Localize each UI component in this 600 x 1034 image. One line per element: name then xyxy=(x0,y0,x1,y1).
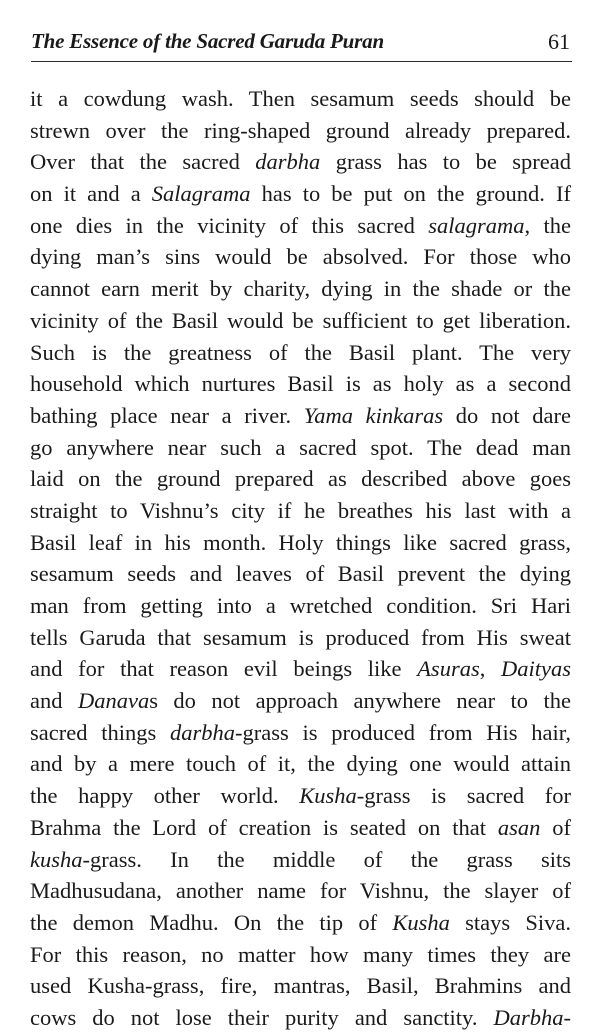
page-header xyxy=(31,27,572,62)
text-line xyxy=(30,400,571,432)
text-line xyxy=(30,241,571,273)
text-line xyxy=(30,970,571,1002)
text-run: go anywhere near such a sacred spot. The dead man xyxy=(30,434,571,460)
text-run: cannot earn merit by charity, dying in the shade or the xyxy=(30,276,571,302)
text-run: the demon Madhu. On the tip of xyxy=(30,909,393,935)
text-run: on it and a xyxy=(30,181,152,207)
italic-term: Danava xyxy=(77,688,150,714)
italic-term: Daityas xyxy=(501,656,572,682)
italic-term: Yama kinkaras xyxy=(303,402,444,428)
text-run: and by a mere touch of it, the dying one would attain xyxy=(30,751,571,777)
text-run: grass has to be spread xyxy=(320,149,571,175)
text-line xyxy=(30,495,571,527)
text-line xyxy=(30,844,571,876)
text-run: household which nurtures Basil is as holy as a second xyxy=(30,371,571,397)
text-line xyxy=(30,527,571,559)
text-run: -grass is produced from His hair, xyxy=(235,719,571,745)
italic-term: Asuras xyxy=(417,656,480,682)
italic-term: Kusha xyxy=(299,783,357,809)
text-line xyxy=(30,558,571,590)
text-run: -grass is sacred for xyxy=(356,783,571,809)
text-line xyxy=(30,907,571,939)
italic-term: Darbha- xyxy=(493,1004,571,1030)
italic-term: darbha xyxy=(170,719,236,745)
text-line xyxy=(30,115,571,147)
text-line xyxy=(30,432,571,464)
text-run: sesamum seeds and leaves of Basil prevent the dying xyxy=(30,561,571,587)
text-run: s do not approach anywhere near to the xyxy=(149,688,571,714)
text-line xyxy=(30,83,571,115)
text-run: tells Garuda that sesamum is produced from His sweat xyxy=(30,624,571,650)
page-number: 61 xyxy=(548,29,570,54)
italic-term: asan xyxy=(497,814,541,840)
text-line xyxy=(30,653,571,685)
text-run: , xyxy=(479,656,502,682)
text-run: Such is the greatness of the Basil plant. The very xyxy=(30,339,571,365)
text-run: dying man’s sins would be absolved. For those who xyxy=(30,244,571,270)
text-line xyxy=(30,717,571,749)
text-line xyxy=(30,305,571,337)
text-line xyxy=(30,368,571,400)
text-run: Over that the sacred xyxy=(30,149,256,175)
italic-term: kusha xyxy=(30,846,83,872)
text-run: bathing place near a river. xyxy=(30,402,304,428)
italic-term: salagrama xyxy=(428,212,525,238)
running-title: The Essence of the Sacred Garuda Puran xyxy=(31,29,384,53)
text-run: straight to Vishnu’s city if he breathes his last with a xyxy=(30,497,571,523)
text-line xyxy=(30,210,571,242)
text-run: cows do not lose their purity and sanctity. xyxy=(30,1004,494,1030)
text-line xyxy=(30,939,571,971)
text-run: Madhusudana, another name for Vishnu, the slayer of xyxy=(30,878,571,904)
text-line xyxy=(30,337,571,369)
text-line xyxy=(30,590,571,622)
text-run: -grass. In the middle of the grass sits xyxy=(82,846,571,872)
text-run: laid on the ground prepared as described above goes xyxy=(30,466,571,492)
text-line xyxy=(30,780,571,812)
text-run: one dies in the vicinity of this sacred xyxy=(30,212,429,238)
text-run: sacred things xyxy=(30,719,170,745)
text-line xyxy=(30,1002,571,1034)
text-line xyxy=(30,812,571,844)
text-line xyxy=(30,622,571,654)
text-line xyxy=(30,273,571,305)
text-run: strewn over the ring-shaped ground already prepared. xyxy=(30,117,571,143)
text-run: and xyxy=(30,688,78,714)
text-run: and for that reason evil beings like xyxy=(30,656,418,682)
text-line xyxy=(30,748,571,780)
text-line xyxy=(30,178,571,210)
text-run: Brahma the Lord of creation is seated on that xyxy=(30,814,498,840)
text-line xyxy=(30,146,571,178)
text-run: Basil leaf in his month. Holy things like sacred grass, xyxy=(30,529,571,555)
text-run: it a cowdung wash. Then sesamum seeds should be xyxy=(30,86,571,111)
text-run: the happy other world. xyxy=(30,783,300,809)
italic-term: Kusha xyxy=(392,909,450,935)
text-run: man from getting into a wretched condition. Sri Hari xyxy=(30,593,571,618)
text-run: , the xyxy=(524,212,571,238)
text-run: of xyxy=(540,814,571,840)
text-run: do not dare xyxy=(443,402,572,428)
text-run: has to be put on the ground. If xyxy=(250,181,571,207)
text-run: For this reason, no matter how many times they are xyxy=(30,941,571,967)
italic-term: Salagrama xyxy=(151,181,251,207)
text-run: used Kusha-grass, fire, mantras, Basil, Brahmins and xyxy=(30,973,571,999)
text-run: vicinity of the Basil would be sufficient to get liberation. xyxy=(30,307,571,333)
text-line xyxy=(30,875,571,907)
text-run: stays Siva. xyxy=(449,909,571,935)
text-line xyxy=(30,685,571,717)
text-line xyxy=(30,463,571,495)
body-text xyxy=(30,83,571,1034)
italic-term: darbha xyxy=(255,149,321,175)
